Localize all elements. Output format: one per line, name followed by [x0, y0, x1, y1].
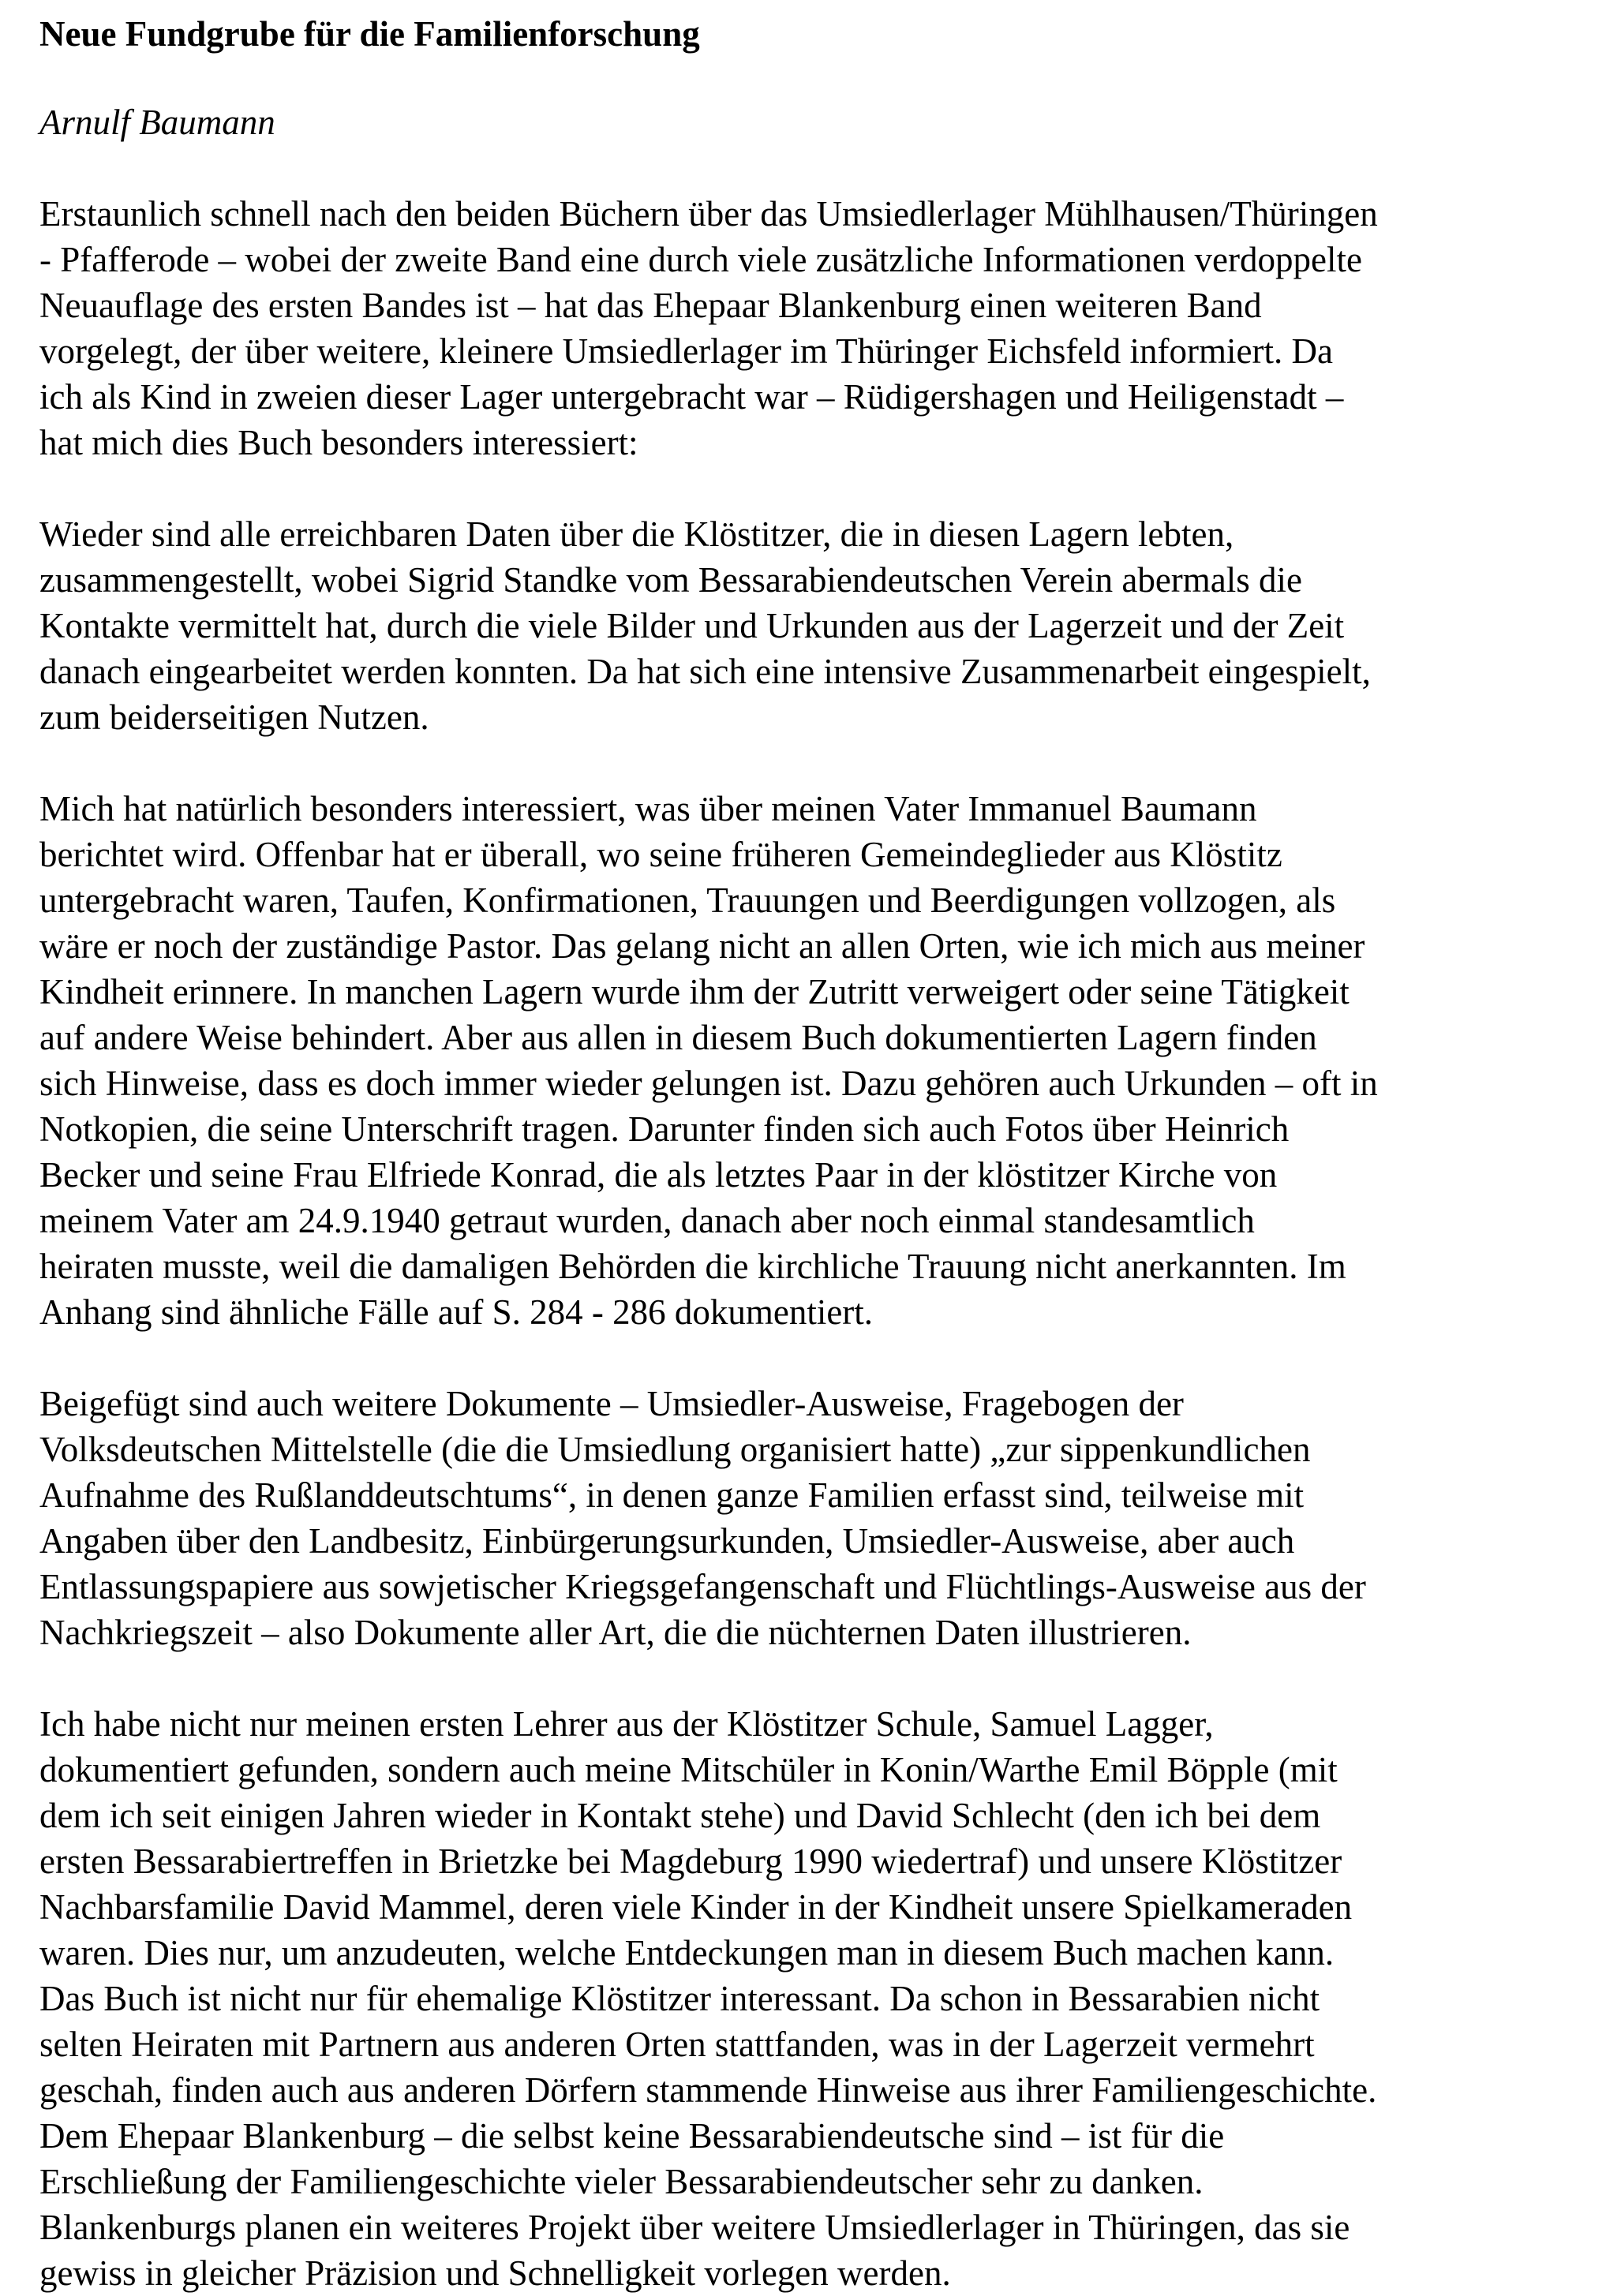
- text-line: auf andere Weise behindert. Aber aus allen in diesem Buch dokumentierten Lagern finden: [39, 1018, 1317, 1057]
- text-line: Kontakte vermittelt hat, durch die viele Bilder und Urkunden aus der Lagerzeit und der Zeit: [39, 606, 1345, 645]
- text-line: berichtet wird. Offenbar hat er überall, wo seine früheren Gemeindeglieder aus Klöstitz: [39, 835, 1282, 874]
- text-line: ersten Bessarabiertreffen in Brietzke bei Magdeburg 1990 wiedertraf) und unsere Klöstitzer: [39, 1842, 1342, 1881]
- text-line: gewiss in gleicher Präzision und Schnelligkeit vorlegen werden.: [39, 2253, 951, 2293]
- article-author: Arnulf Baumann: [39, 103, 275, 142]
- paragraph-3: [39, 786, 1610, 1335]
- text-line: Entlassungspapiere aus sowjetischer Kriegsgefangenschaft und Flüchtlings-Ausweise aus der: [39, 1567, 1366, 1606]
- text-line: Neuauflage des ersten Bandes ist – hat das Ehepaar Blankenburg einen weiteren Band: [39, 286, 1262, 325]
- text-line: danach eingearbeitet werden konnten. Da hat sich eine intensive Zusammenarbeit eingespielt,: [39, 652, 1371, 691]
- text-line: untergebracht waren, Taufen, Konfirmationen, Trauungen und Beerdigungen vollzogen, als: [39, 881, 1336, 920]
- text-line: hat mich dies Buch besonders interessiert:: [39, 423, 638, 462]
- text-line: Aufnahme des Rußlanddeutschtums“, in denen ganze Familien erfasst sind, teilweise mit: [39, 1475, 1305, 1515]
- text-line: Mich hat natürlich besonders interessiert, was über meinen Vater Immanuel Baumann: [39, 789, 1257, 828]
- text-line: wäre er noch der zuständige Pastor. Das gelang nicht an allen Orten, wie ich mich aus meiner: [39, 926, 1365, 966]
- text-line: Volksdeutschen Mittelstelle (die die Umsiedlung organisiert hatte) „zur sippenkundlichen: [39, 1430, 1311, 1469]
- text-line: ich als Kind in zweien dieser Lager untergebracht war – Rüdigershagen und Heiligenstadt –: [39, 377, 1344, 417]
- text-line: Becker und seine Frau Elfriede Konrad, die als letztes Paar in der klöstitzer Kirche von: [39, 1155, 1278, 1195]
- text-line: selten Heiraten mit Partnern aus anderen Orten stattfanden, was in der Lagerzeit vermehrt: [39, 2025, 1315, 2064]
- text-line: Nachkriegszeit – also Dokumente aller Art, die die nüchternen Daten illustrieren.: [39, 1613, 1192, 1652]
- text-line: Nachbarsfamilie David Mammel, deren viele Kinder in der Kindheit unsere Spielkameraden: [39, 1887, 1353, 1927]
- text-line: Anhang sind ähnliche Fälle auf S. 284 - 286 dokumentiert.: [39, 1292, 874, 1332]
- text-line: - Pfafferode – wobei der zweite Band eine durch viele zusätzliche Informationen verdoppelte: [39, 240, 1362, 279]
- text-line: Erstaunlich schnell nach den beiden Büchern über das Umsiedlerlager Mühlhausen/Thüringen: [39, 194, 1378, 234]
- text-line: Angaben über den Landbesitz, Einbürgerungsurkunden, Umsiedler-Ausweise, aber auch: [39, 1521, 1295, 1561]
- text-line: Das Buch ist nicht nur für ehemalige Klöstitzer interessant. Da schon in Bessarabien nicht: [39, 1979, 1320, 2018]
- text-line: Blankenburgs planen ein weiteres Projekt über weitere Umsiedlerlager in Thüringen, das sie: [39, 2208, 1350, 2247]
- text-line: Notkopien, die seine Unterschrift tragen. Darunter finden sich auch Fotos über Heinrich: [39, 1109, 1290, 1149]
- text-line: zusammengestellt, wobei Sigrid Standke vom Bessarabiendeutschen Verein abermals die: [39, 560, 1303, 600]
- text-line: Beigefügt sind auch weitere Dokumente – Umsiedler-Ausweise, Fragebogen der: [39, 1384, 1184, 1423]
- text-line: meinem Vater am 24.9.1940 getraut wurden, danach aber noch einmal standesamtlich: [39, 1201, 1255, 1240]
- text-line: Dem Ehepaar Blankenburg – die selbst keine Bessarabiendeutsche sind – ist für die: [39, 2116, 1225, 2156]
- article-body: [39, 191, 1610, 2296]
- paragraph-5: [39, 1701, 1610, 2296]
- text-line: Ich habe nicht nur meinen ersten Lehrer aus der Klöstitzer Schule, Samuel Lagger,: [39, 1704, 1214, 1744]
- text-line: geschah, finden auch aus anderen Dörfern stammende Hinweise aus ihrer Familiengeschichte.: [39, 2070, 1377, 2110]
- paragraph-4: [39, 1381, 1610, 1655]
- text-line: sich Hinweise, dass es doch immer wieder gelungen ist. Dazu gehören auch Urkunden – oft in: [39, 1064, 1378, 1103]
- article-title: Neue Fundgrube für die Familienforschung: [39, 14, 700, 54]
- text-line: Wieder sind alle erreichbaren Daten über die Klöstitzer, die in diesen Lagern lebten,: [39, 514, 1234, 554]
- text-line: dokumentiert gefunden, sondern auch meine Mitschüler in Konin/Warthe Emil Böpple (mit: [39, 1750, 1338, 1789]
- paragraph-1: [39, 191, 1610, 466]
- text-line: Kindheit erinnere. In manchen Lagern wurde ihm der Zutritt verweigert oder seine Tätigkeit: [39, 972, 1350, 1012]
- text-line: Erschließung der Familiengeschichte vieler Bessarabiendeutscher sehr zu danken.: [39, 2162, 1204, 2201]
- paragraph-2: [39, 511, 1610, 740]
- text-line: heiraten musste, weil die damaligen Behörden die kirchliche Trauung nicht anerkannten. Im: [39, 1247, 1346, 1286]
- text-line: zum beiderseitigen Nutzen.: [39, 697, 429, 737]
- text-line: waren. Dies nur, um anzudeuten, welche Entdeckungen man in diesem Buch machen kann.: [39, 1933, 1335, 1973]
- text-line: dem ich seit einigen Jahren wieder in Kontakt stehe) und David Schlecht (den ich bei dem: [39, 1796, 1321, 1835]
- text-line: vorgelegt, der über weitere, kleinere Umsiedlerlager im Thüringer Eichsfeld informiert. Da: [39, 331, 1333, 371]
- document-page: [39, 11, 1610, 2296]
